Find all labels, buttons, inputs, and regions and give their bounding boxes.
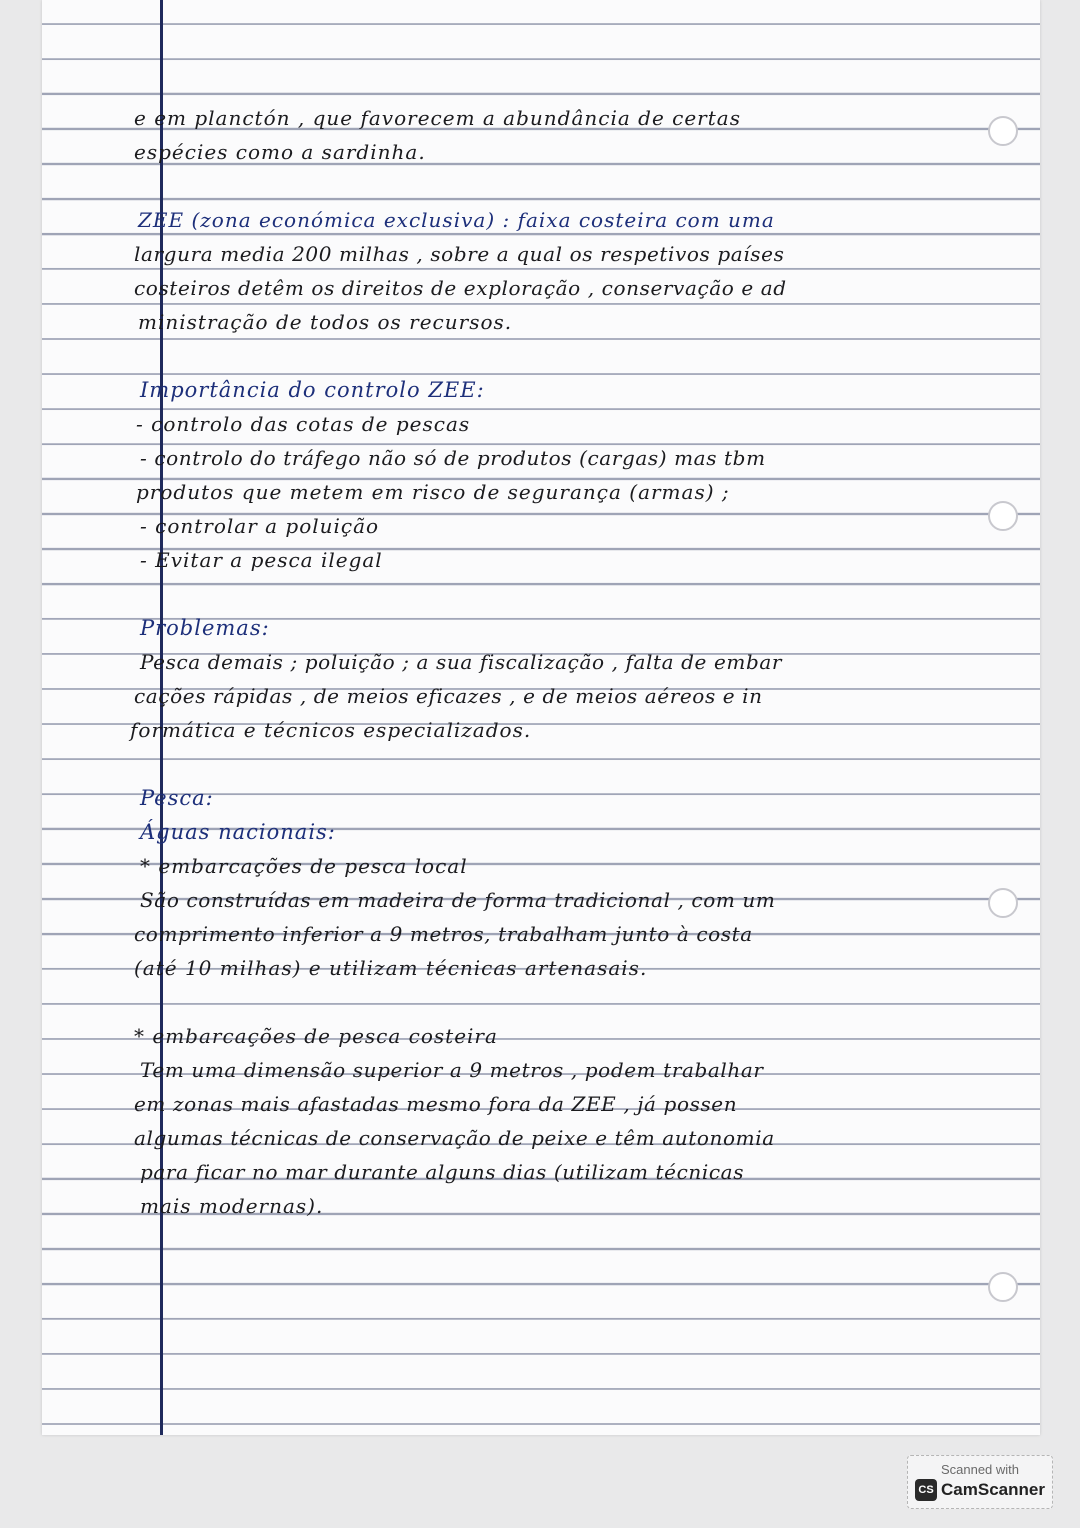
binder-hole-icon xyxy=(988,888,1018,918)
note-line: formática e técnicos especializados. xyxy=(130,718,532,742)
list-item: - controlo das cotas de pescas xyxy=(136,412,471,436)
watermark-caption: Scanned with xyxy=(940,1462,1020,1477)
binder-hole-icon xyxy=(988,501,1018,531)
list-item: produtos que metem em risco de segurança (armas) ; xyxy=(136,480,730,504)
definition-line: ZEE (zona económica exclusiva) : faixa costeira com uma xyxy=(138,208,775,232)
binder-hole-icon xyxy=(988,116,1018,146)
section-heading: Águas nacionais: xyxy=(140,820,336,844)
list-item: * embarcações de pesca costeira xyxy=(134,1024,498,1048)
note-line: cações rápidas , de meios eficazes , e de meios aéreos e in xyxy=(134,684,763,708)
note-line: em zonas mais afastadas mesmo fora da ZEE , já possen xyxy=(134,1092,738,1116)
camscanner-watermark xyxy=(907,1455,1053,1509)
watermark-brand: CamScanner xyxy=(941,1480,1045,1499)
note-line: algumas técnicas de conservação de peixe e têm autonomia xyxy=(134,1126,775,1150)
note-line: e em planctón , que favorecem a abundância de certas xyxy=(134,106,741,130)
list-item: - controlo do tráfego não só de produtos (cargas) mas tbm xyxy=(140,446,766,470)
list-item: - controlar a poluição xyxy=(140,514,380,538)
note-line: comprimento inferior a 9 metros, trabalham junto à costa xyxy=(134,922,753,946)
section-heading: Pesca: xyxy=(140,786,214,810)
watermark-brand-row xyxy=(908,1479,1052,1501)
note-line: Tem uma dimensão superior a 9 metros , podem trabalhar xyxy=(140,1058,764,1082)
note-line: largura media 200 milhas , sobre a qual os respetivos países xyxy=(134,242,785,266)
note-line: ministração de todos os recursos. xyxy=(138,310,513,334)
note-line: (até 10 milhas) e utilizam técnicas artenasais. xyxy=(134,956,648,980)
notebook-page xyxy=(42,0,1040,1435)
note-line: costeiros detêm os direitos de exploração , conservação e ad xyxy=(134,276,787,300)
section-heading: Problemas: xyxy=(140,616,270,640)
note-line: São construídas em madeira de forma tradicional , com um xyxy=(140,888,776,912)
note-line: para ficar no mar durante alguns dias (utilizam técnicas xyxy=(140,1160,745,1184)
list-item: * embarcações de pesca local xyxy=(140,854,468,878)
section-heading: Importância do controlo ZEE: xyxy=(140,378,485,402)
note-line: Pesca demais ; poluição ; a sua fiscalização , falta de embar xyxy=(140,650,783,674)
camscanner-logo-icon: CS xyxy=(915,1479,937,1501)
note-line: mais modernas). xyxy=(140,1194,324,1218)
list-item: - Evitar a pesca ilegal xyxy=(140,548,383,572)
note-line: espécies como a sardinha. xyxy=(134,140,426,164)
binder-hole-icon xyxy=(988,1272,1018,1302)
